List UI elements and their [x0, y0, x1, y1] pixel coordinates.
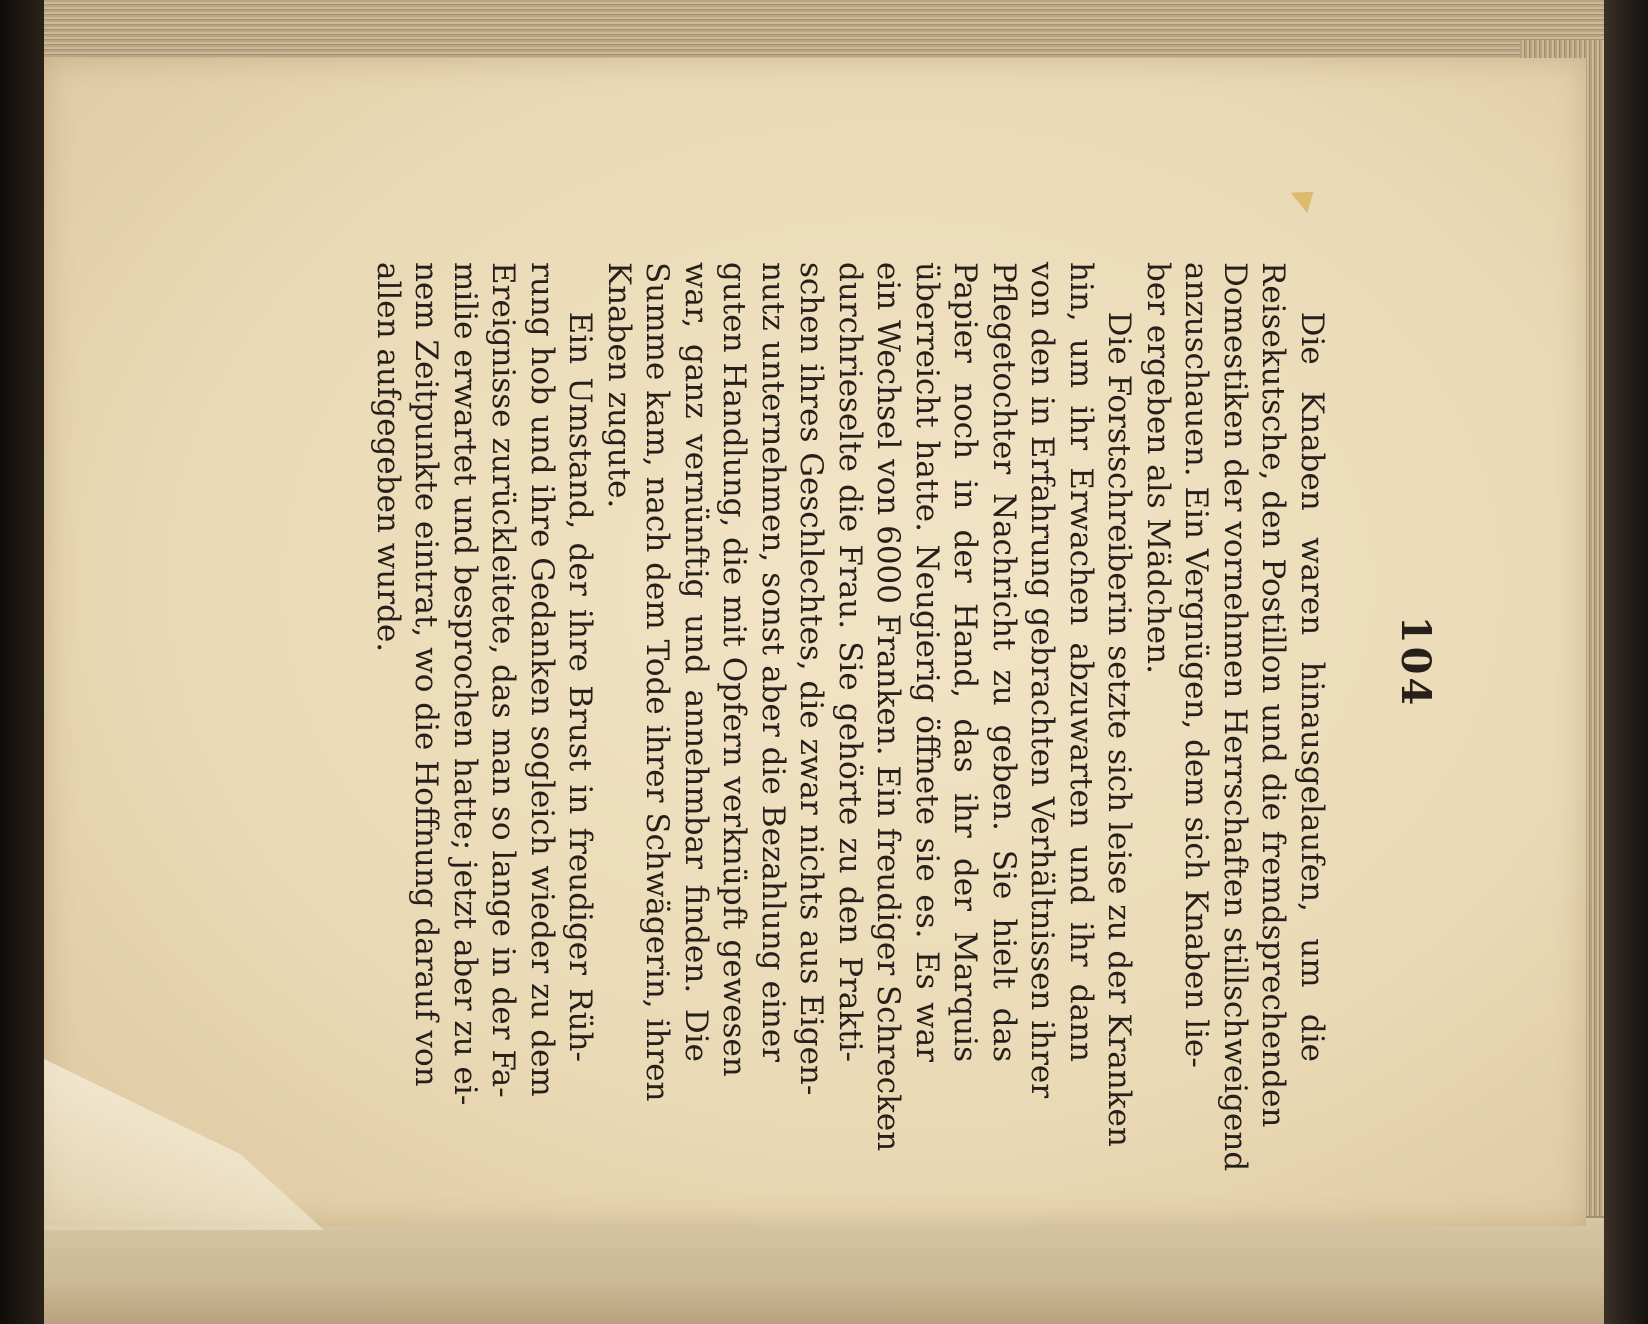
- text-line: Papier noch in der Hand, das ihr der Marquis: [947, 262, 984, 1062]
- paragraphs-container: [369, 262, 1332, 1172]
- text-line: von den in Erfahrung gebrachten Verhältnissen ihrer: [1024, 262, 1061, 1099]
- text-line: ber ergeben als Mädchen.: [1140, 262, 1176, 674]
- text-line: hin, um ihr Erwachen abzuwarten und ihr dann: [1063, 262, 1099, 1062]
- text-line: schen ihres Geschlechtes, die zwar nichts aus Eigen-: [793, 262, 830, 1096]
- text-line: guten Handlung, die mit Opfern verknüpft gewesen: [716, 262, 753, 1077]
- page-text-block: [205, 262, 1445, 1172]
- text-line: Ereignisse zurückleitete, das man so lange in der Fa-: [485, 262, 522, 1098]
- paragraph: [369, 262, 600, 1106]
- text-line: Domestiken der vornehmen Herrschaften stillschweigend: [1217, 262, 1253, 1172]
- text-line: Summe kam, nach dem Tode ihrer Schwägerin, ihren: [639, 262, 676, 1102]
- text-line: milie erwartet und besprochen hatte; jetzt aber zu ei-: [447, 262, 483, 1106]
- page-edges-bottom: [44, 1216, 1604, 1324]
- text-line: nutz unternehmen, sonst aber die Bezahlung einer: [755, 262, 791, 1062]
- text-line: war, ganz vernünftig und annehmbar finden. Die: [678, 262, 714, 1062]
- paragraph: [600, 262, 1139, 1152]
- text-line: Die Knaben waren hinausgelaufen, um die: [1294, 311, 1330, 1062]
- book-cover-right: [1604, 0, 1648, 1324]
- text-line: allen aufgegeben wurde.: [370, 262, 406, 653]
- text-line: nem Zeitpunkte eintrat, wo die Hoffnung darauf von: [408, 262, 445, 1087]
- text-line: Pflegetochter Nachricht zu geben. Sie hielt das: [986, 262, 1022, 1062]
- paragraph: [1139, 262, 1332, 1172]
- text-line: anzuschauen. Ein Vergnügen, dem sich Knaben lie-: [1178, 262, 1215, 1068]
- text-line: überreicht hatte. Neugierig öffnete sie es. Es war: [909, 262, 945, 1062]
- page-number: 104: [1392, 615, 1439, 709]
- text-line: Reisekutsche, den Postillon und die fremdsprechenden: [1255, 262, 1292, 1128]
- text-line: Ein Umstand, der ihre Brust in freudiger Rüh-: [562, 311, 599, 1062]
- text-line: ein Wechsel von 6000 Franken. Ein freudiger Schrecken: [870, 262, 907, 1152]
- text-line: Die Forstschreiberin setzte sich leise zu der Kranken: [1101, 311, 1138, 1147]
- book-cover-left: [0, 0, 44, 1324]
- text-line: durchrieselte die Frau. Sie gehörte zu den Prakti-: [832, 262, 868, 1062]
- text-line: rung hob und ihre Gedanken sogleich wieder zu dem: [524, 262, 560, 1097]
- text-line: Knaben zugute.: [601, 262, 637, 509]
